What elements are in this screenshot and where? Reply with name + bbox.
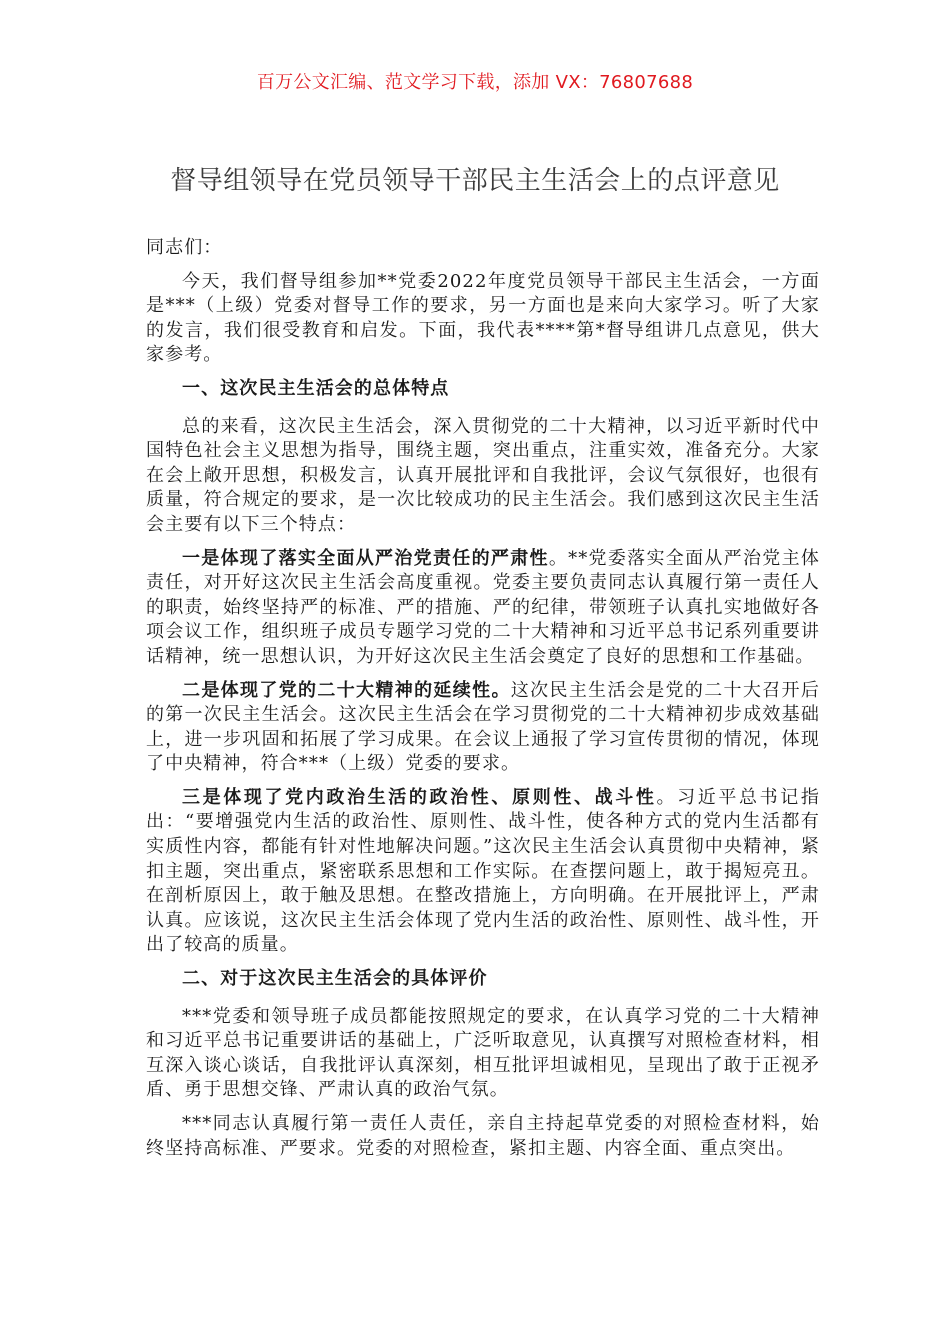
paragraph-text: 总的来看，这次民主生活会，深入贯彻党的二十大精神，以习近平新时代中国特色社会主义思想为指导，围绕主题，突出重点，注重实效，准备充分。大家在会上敞开思想，积极发言，认真开展批评和自我批评，会议气氛很好，也很有质量，符合规定的要求，是一次比较成功的民主生活会。我们感到这次民主生活会主要有以下三个特点： xyxy=(146,415,820,535)
paragraph-lead: 二是体现了党的二十大精神的延续性。 xyxy=(182,679,511,701)
paragraph-text: 。习近平总书记指出：“要增强党内生活的政治性、原则性、战斗性，使各种方式的党内生活都有实质性内容，都能有针对性地解决问题。”这次民主生活会认真贯彻中央精神，紧扣主题，突出重点，紧密联系思想和工作实际。在查摆问题上，敢于揭短亮丑。在剖析原因上，敢于触及思想。在整改措施上，方向明确。在开展批评上，严肃认真。应该说，这次民主生活会体现了党内生活的政治性、原则性、战斗性，开出了较高的质量。 xyxy=(146,786,820,956)
paragraph xyxy=(146,679,820,777)
salutation: 同志们： xyxy=(146,237,223,258)
paragraph-text: ***党委和领导班子成员都能按照规定的要求，在认真学习党的二十大精神和习近平总书记重要讲话的基础上，广泛听取意见，认真撰写对照检查材料，相互深入谈心谈话，自我批评认真深刻，相互批评坦诚相见，呈现出了敢于正视矛盾、勇于思想交锋、严肃认真的政治气氛。 xyxy=(146,1005,820,1101)
paragraph-lead: 三是体现了党内政治生活的政治性、原则性、战斗性 xyxy=(182,786,657,808)
intro-paragraph: 今天，我们督导组参加**党委2022年度党员领导干部民主生活会，一方面是***（上级）党委对督导工作的要求，另一方面也是来向大家学习。听了大家的发言，我们很受教育和启发。下面，我代表****第*督导组讲几点意见，供大家参考。 xyxy=(146,270,820,366)
paragraph xyxy=(146,415,820,538)
paragraph xyxy=(146,1005,820,1103)
promo-banner: 百万公文汇编、范文学习下载，添加 VX：76807688 xyxy=(256,72,694,93)
paragraph-text: 这次民主生活会是党的二十大召开后的第一次民主生活会。这次民主生活会在学习贯彻党的二十大精神初步成效基础上，进一步巩固和拓展了学习成果。在会议上通报了学习宣传贯彻的情况，体现了中央精神，符合***（上级）党委的要求。 xyxy=(146,679,820,775)
document-title: 督导组领导在党员领导干部民主生活会上的点评意见 xyxy=(170,166,780,196)
paragraph-text: 。**党委落实全面从严治党主体责任，对开好这次民主生活会高度重视。党委主要负责同志认真履行第一责任人的职责，始终坚持严的标准、严的措施、严的纪律，带领班子认真扎实地做好各项会议工作，组织班子成员专题学习党的二十大精神和习近平总书记系列重要讲话精神，统一思想认识，为开好这次民主生活会奠定了良好的思想和工作基础。 xyxy=(146,547,821,667)
paragraph xyxy=(146,1112,820,1161)
paragraph-lead: 一是体现了落实全面从严治党责任的严肃性 xyxy=(182,547,549,569)
paragraph xyxy=(146,786,820,958)
section-heading-2: 二、对于这次民主生活会的具体评价 xyxy=(182,968,488,990)
paragraph-text: ***同志认真履行第一责任人责任，亲自主持起草党委的对照检查材料，始终坚持高标准、严要求。党委的对照检查，紧扣主题、内容全面、重点突出。 xyxy=(146,1113,820,1159)
document-body xyxy=(146,236,820,1170)
paragraph xyxy=(146,547,820,670)
section-heading-1: 一、这次民主生活会的总体特点 xyxy=(182,377,450,399)
